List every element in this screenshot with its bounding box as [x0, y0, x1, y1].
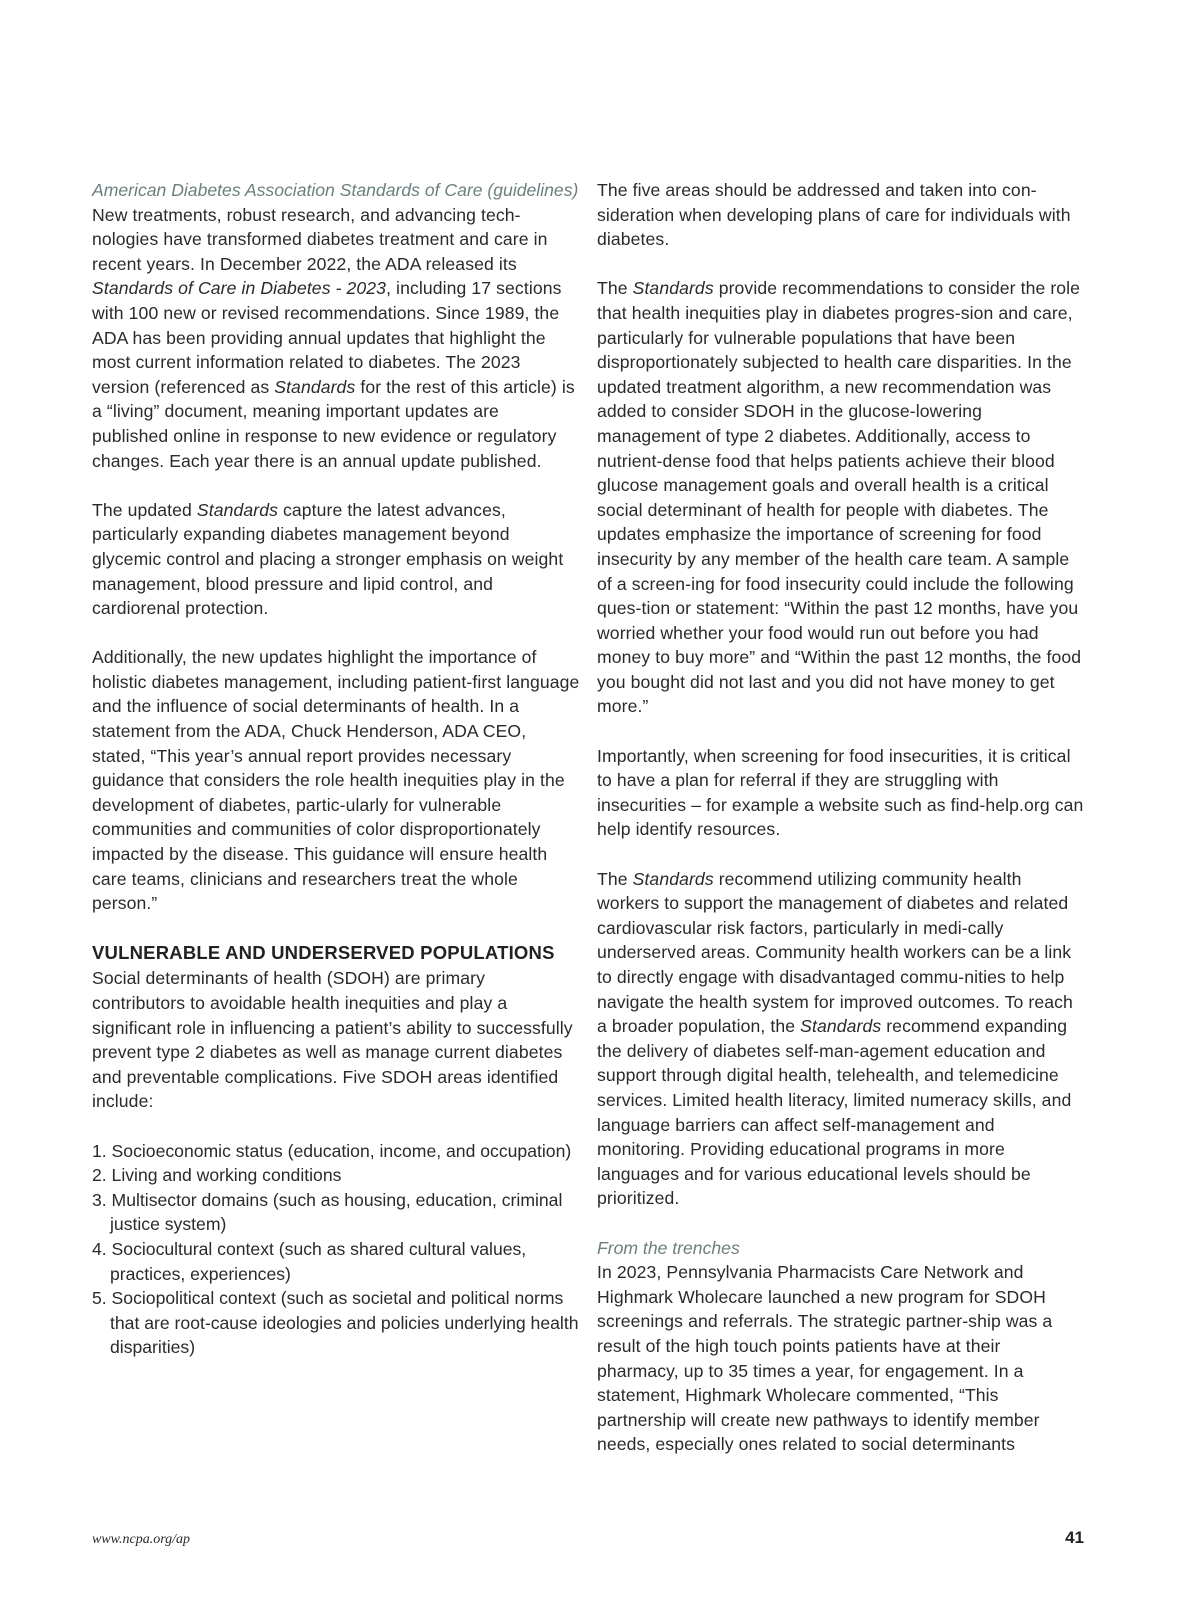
paragraph-new-treatments: New treatments, robust research, and advancing tech-nologies have transformed diabetes treatment and care in recent years. In December 2022, the ADA released its Standards of Care in Diabetes - 2023, including 17 sections with 100 new or revised recommendations. Since 1989, the ADA has been providing annual updates that highlight the most current information related to diabetes. The 2023 version (referenced as Standards for the rest of this article) is a “living” document, meaning important updates are published online in response to new evidence or regulatory changes. Each year there is an annual update published.	[92, 204, 575, 471]
paragraph-updated-standards: The updated Standards capture the latest advances, particularly expanding diabetes management beyond glycemic control and placing a stronger emphasis on weight management, blood pressure and lipid control, and cardiorenal protection.	[92, 499, 564, 619]
list-item: 3. Multisector domains (such as housing, education, criminal justice system)	[92, 1189, 563, 1235]
list-item: 1. Socioeconomic status (education, income, and occupation)	[92, 1140, 572, 1161]
subhead-ada-standards: American Diabetes Association Standards of Care (guidelines)	[92, 180, 579, 200]
paragraph-health-inequities: The Standards provide recommendations to consider the role that health inequities play in diabetes progres-sion and care, particularly for vulnerable populations that have been disproportionately subjected to health care disparities. In the updated treatment algorithm, a new recommendation was added to consider SDOH in the glucose-lowering management of type 2 diabetes. Additionally, access to nutrient-dense food that helps patients achieve their blood glucose management goals and overall health is a critical social determinant of health for people with diabetes. The updates emphasize the importance of screening for food insecurity by any member of the health care team. A sample of a screen-ing for food insecurity could include the following ques-tion or statement: “Within the past 12 months, have you worried whether your food would run out before you had money to buy more” and “Within the past 12 months, the food you bought did not last and you did not have money to get more.”	[597, 278, 1082, 717]
left-column	[92, 178, 580, 1360]
paragraph-five-areas: The five areas should be addressed and taken into con-sideration when developing plans of care for individuals with diabetes.	[597, 180, 1071, 250]
list-item: 4. Sociocultural context (such as shared cultural values, practices, experiences)	[92, 1238, 527, 1284]
paragraph-holistic-management: Additionally, the new updates highlight the importance of holistic diabetes management, including patient-first language and the influence of social determinants of health. In a statement from the ADA, Chuck Henderson, ADA CEO, stated, “This year’s annual report provides necessary guidance that considers the role health inequities play in the development of diabetes, partic-ularly for vulnerable communities and communities of color disproportionately impacted by the disease. This guidance will ensure health care teams, clinicians and researchers treat the whole person.”	[92, 647, 580, 914]
sdoh-areas-list	[92, 1139, 580, 1360]
footer-url: www.ncpa.org/ap	[92, 1532, 191, 1547]
page-number: 41	[1065, 1528, 1084, 1547]
list-item: 5. Sociopolitical context (such as societal and political norms that are root-cause ideologies and policies underlying health disparities)	[92, 1288, 579, 1358]
list-item: 2. Living and working conditions	[92, 1165, 342, 1186]
paragraph-food-insecurity-referral: Importantly, when screening for food insecurities, it is critical to have a plan for referral if they are struggling with insecurities – for example a website such as find-help.org can help identify resources.	[597, 745, 1084, 840]
section-heading-vulnerable-populations: VULNERABLE AND UNDERSERVED POPULATIONS	[92, 942, 555, 964]
paragraph-community-health-workers: The Standards recommend utilizing community health workers to support the management of diabetes and related cardiovascular risk factors, particularly in medi-cally underserved areas. Community health workers can be a link to directly engage with disadvantaged commu-nities to help navigate the health system for improved outcomes. To reach a broader population, the Standards recommend expanding the delivery of diabetes self-man-agement education and support through digital health, telehealth, and telemedicine services. Limited health literacy, limited numeracy skills, and language barriers can affect self-management and monitoring. Providing educational programs in more languages and for various educational levels should be prioritized.	[597, 868, 1073, 1209]
paragraph-sdoh: Social determinants of health (SDOH) are primary contributors to avoidable health inequities and play a significant role in influencing a patient’s ability to successfully prevent type 2 diabetes as well as manage current diabetes and preventable complications. Five SDOH areas identified include:	[92, 968, 573, 1112]
right-column	[597, 178, 1085, 1457]
paragraph-pennsylvania-program: In 2023, Pennsylvania Pharmacists Care Network and Highmark Wholecare launched a new program for SDOH screenings and referrals. The strategic partner-ship was a result of the high touch points patients have at their pharmacy, up to 35 times a year, for engagement. In a statement, Highmark Wholecare commented, “This partnership will create new pathways to identify member needs, especially ones related to social determinants	[597, 1262, 1053, 1455]
subhead-from-the-trenches: From the trenches	[597, 1237, 740, 1258]
